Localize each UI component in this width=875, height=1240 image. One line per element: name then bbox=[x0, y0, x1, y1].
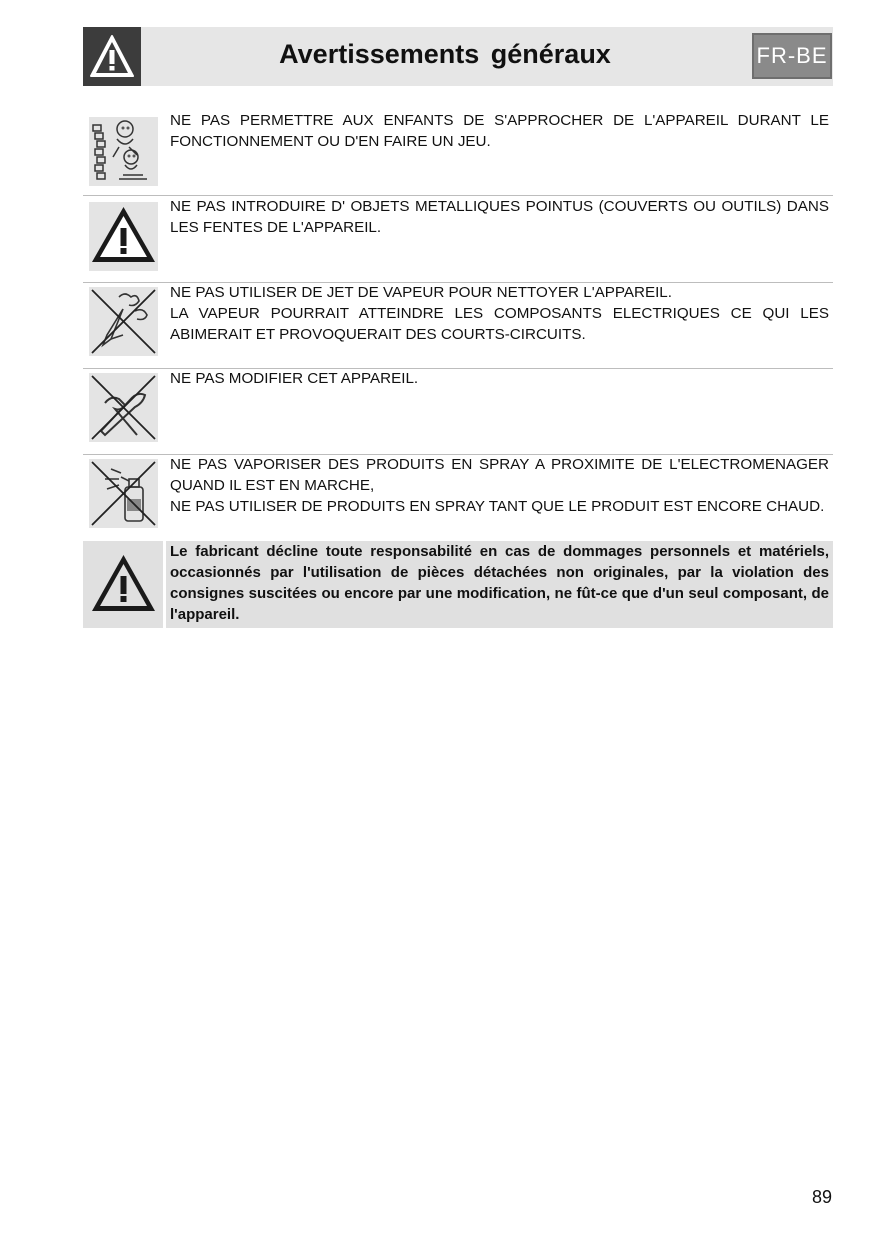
warning-line: NE PAS INTRODUIRE D' OBJETS METALLIQUES POINTUS (COUVERTS OU OUTILS) DANS LES FENTES DE L'APPAREIL. bbox=[170, 198, 829, 236]
warning-line: NE PAS MODIFIER CET APPAREIL. bbox=[170, 370, 419, 387]
no-spray-icon bbox=[89, 459, 158, 528]
notice-text-box bbox=[166, 541, 833, 628]
warning-line: NE PAS PERMETTRE AUX ENFANTS DE S'APPROCHER DE L'APPAREIL DURANT LE FONCTIONNEMENT OU D'EN FAIRE UN JEU. bbox=[170, 112, 829, 150]
warning-row bbox=[83, 196, 833, 282]
page-title: Avertissements généraux bbox=[279, 39, 611, 69]
liability-notice bbox=[83, 541, 833, 628]
warning-text bbox=[170, 282, 829, 345]
warning-line: NE PAS VAPORISER DES PRODUITS EN SPRAY A PROXIMITE DE L'ELECTROMENAGER QUAND IL EST EN MARCHE, bbox=[170, 456, 829, 494]
warning-line: NE PAS UTILISER DE PRODUITS EN SPRAY TANT QUE LE PRODUIT EST ENCORE CHAUD. bbox=[170, 498, 825, 515]
no-steam-cleaner-icon bbox=[89, 287, 158, 356]
warning-row bbox=[83, 368, 833, 454]
warning-row bbox=[83, 282, 833, 368]
warning-text bbox=[170, 110, 829, 152]
language-badge: FR-BE bbox=[752, 33, 832, 79]
page-header bbox=[83, 27, 833, 86]
page-number: 89 bbox=[811, 1187, 832, 1207]
no-tools-icon bbox=[89, 373, 158, 442]
children-playing-icon bbox=[89, 117, 158, 186]
warning-text bbox=[170, 368, 829, 389]
warning-row bbox=[83, 110, 833, 190]
warning-row bbox=[83, 454, 833, 540]
warning-line: LA VAPEUR POURRAIT ATTEINDRE LES COMPOSANTS ELECTRIQUES CE QUI LES ABIMERAIT ET PROVOQUERAIT DES COURTS-CIRCUITS. bbox=[170, 305, 829, 343]
warning-triangle-icon bbox=[83, 27, 141, 86]
notice-text: Le fabricant décline toute responsabilité en cas de dommages personnels et matériels, occasionnés par l'utilisation de pièces détachées non originales, par la violation des consignes suscitées ou encore par une modification, ne fût-ce que d'un seul composant, de l'appareil. bbox=[170, 543, 829, 623]
warning-text bbox=[170, 454, 829, 517]
warning-text bbox=[170, 196, 829, 238]
warning-triangle-icon bbox=[83, 541, 163, 628]
warning-line: NE PAS UTILISER DE JET DE VAPEUR POUR NETTOYER L'APPAREIL. bbox=[170, 284, 672, 301]
warning-triangle-icon bbox=[89, 202, 158, 271]
